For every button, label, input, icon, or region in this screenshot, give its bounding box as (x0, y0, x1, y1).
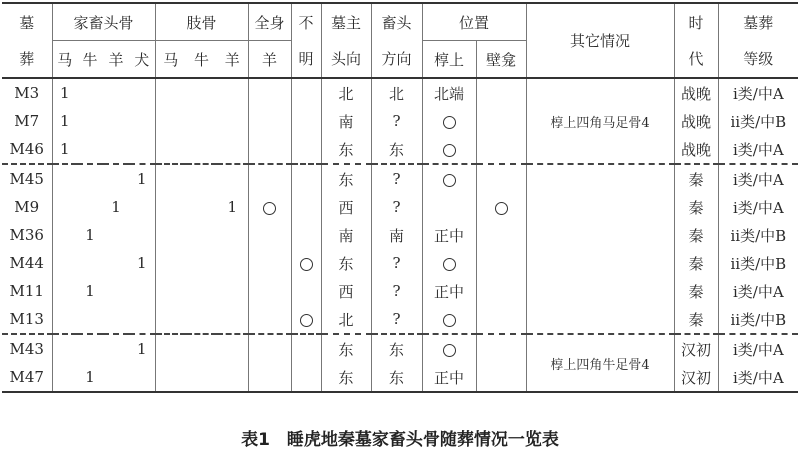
cell-skull-horse (52, 164, 77, 193)
cell-whole-sheep (248, 135, 291, 164)
cell-skull-direction: 东 (371, 363, 422, 392)
row-burial-id: M43 (2, 334, 52, 363)
table-row (2, 221, 798, 249)
cell-skull-horse: 1 (52, 135, 77, 164)
burial-skull-table (2, 2, 798, 393)
cell-skull-sheep (103, 107, 129, 135)
cell-skull-cattle (77, 164, 103, 193)
cell-limb-sheep (217, 305, 248, 334)
cell-skull-horse (52, 334, 77, 363)
header-limb-cattle: 牛 (186, 41, 217, 79)
header-position-niche: 壁龛 (476, 41, 526, 79)
cell-unclear (291, 221, 321, 249)
row-burial-id: M3 (2, 78, 52, 107)
cell-skull-sheep (103, 78, 129, 107)
cell-skull-cattle (77, 193, 103, 221)
cell-limb-horse (155, 363, 186, 392)
cell-skull-sheep (103, 249, 129, 277)
cell-limb-sheep (217, 363, 248, 392)
cell-skull-direction: ? (371, 193, 422, 221)
cell-skull-horse (52, 193, 77, 221)
cell-other-notes: 椁上四角马足骨4 (526, 78, 674, 164)
cell-skull-cattle (77, 334, 103, 363)
cell-limb-sheep (217, 107, 248, 135)
cell-limb-sheep (217, 277, 248, 305)
circle-marker-icon (443, 174, 456, 187)
cell-skull-sheep (103, 221, 129, 249)
cell-skull-dog (129, 221, 155, 249)
row-burial-id: M7 (14, 112, 40, 130)
cell-grade: ⅰ类/中A (718, 135, 798, 164)
circle-marker-icon (300, 258, 313, 271)
cell-era: 战晚 (674, 135, 718, 164)
cell-position-niche (476, 78, 526, 107)
cell-era: 汉初 (674, 363, 718, 392)
cell-skull-sheep (103, 363, 129, 392)
cell-whole-sheep (248, 277, 291, 305)
cell-limb-sheep (217, 164, 248, 193)
table-row (2, 363, 798, 392)
cell-skull-cattle: 1 (85, 282, 95, 300)
header-limb-group: 肢骨 (155, 3, 248, 41)
header-other: 其它情况 (526, 3, 674, 78)
cell-skull-sheep (103, 305, 129, 334)
cell-limb-cattle (186, 334, 217, 363)
header-owner-head-bottom: 头向 (321, 41, 371, 79)
row-burial-id: M46 (9, 140, 44, 158)
cell-limb-cattle (186, 249, 217, 277)
cell-skull-direction: ? (371, 107, 422, 135)
row-burial-id: M13 (9, 310, 44, 328)
cell-skull-dog (129, 107, 155, 135)
header-animal-horse: 马 (52, 41, 77, 79)
cell-era: 秦 (674, 305, 718, 334)
cell-limb-horse (155, 221, 186, 249)
row-burial-id: M9 (14, 198, 40, 216)
cell-limb-horse (155, 277, 186, 305)
row-burial-id: M47 (2, 363, 52, 392)
cell-skull-direction: 东 (371, 334, 422, 363)
cell-whole-sheep (248, 305, 291, 334)
cell-grade: ⅰ类/中A (718, 277, 798, 305)
cell-skull-dog (129, 78, 155, 107)
header-whole-group: 全身 (248, 3, 291, 41)
cell-skull-direction: ? (371, 277, 422, 305)
header-row-2 (2, 41, 798, 79)
cell-skull-dog (129, 305, 155, 334)
cell-unclear (291, 107, 321, 135)
cell-position-coffin-top: 正中 (422, 363, 476, 392)
cell-skull-horse (52, 305, 77, 334)
table-row (2, 164, 798, 193)
cell-limb-cattle (186, 135, 217, 164)
cell-limb-sheep: 1 (227, 198, 238, 216)
header-grade-top: 墓葬 (718, 3, 798, 41)
cell-skull-dog (129, 363, 155, 392)
cell-whole-sheep (248, 164, 291, 193)
cell-skull-cattle (77, 78, 103, 107)
cell-position-coffin-top (422, 334, 476, 363)
header-grade-bottom: 等级 (718, 41, 798, 79)
cell-position-niche (476, 363, 526, 392)
circle-marker-icon (443, 344, 456, 357)
header-animal-skull-group: 家畜头骨 (52, 3, 155, 41)
cell-grade: ⅰ类/中A (718, 363, 798, 392)
cell-skull-horse (52, 221, 77, 249)
header-skull-dir-top: 畜头 (371, 3, 422, 41)
cell-grade: ⅱ类/中B (718, 249, 798, 277)
table-row (2, 193, 798, 221)
cell-limb-cattle (186, 193, 217, 221)
cell-owner-head-direction: 南 (321, 107, 371, 135)
circle-marker-icon (443, 116, 456, 129)
cell-limb-horse (155, 164, 186, 193)
cell-position-coffin-top (422, 164, 476, 193)
cell-position-niche (476, 107, 526, 135)
cell-position-coffin-top: 正中 (422, 277, 476, 305)
cell-limb-cattle (186, 363, 217, 392)
cell-skull-horse (52, 249, 77, 277)
row-burial-id: M45 (2, 164, 52, 193)
header-owner-head-top: 墓主 (321, 3, 371, 41)
cell-other-notes (526, 221, 674, 249)
cell-other-notes (526, 249, 674, 277)
cell-owner-head-direction: 西 (321, 193, 371, 221)
cell-limb-sheep (217, 221, 248, 249)
cell-unclear (291, 78, 321, 107)
table-row (2, 249, 798, 277)
cell-limb-sheep (217, 249, 248, 277)
cell-skull-horse (52, 277, 77, 305)
cell-position-coffin-top: 正中 (422, 221, 476, 249)
cell-position-niche (476, 334, 526, 363)
cell-whole-sheep (248, 107, 291, 135)
cell-skull-cattle (77, 107, 103, 135)
cell-position-niche (476, 135, 526, 164)
cell-skull-dog (129, 135, 155, 164)
header-limb-horse: 马 (155, 41, 186, 79)
cell-unclear (291, 193, 321, 221)
cell-position-niche (476, 193, 526, 221)
cell-unclear (291, 277, 321, 305)
row-burial-id: M36 (9, 226, 44, 244)
cell-grade: ⅱ类/中B (718, 305, 798, 334)
cell-skull-direction: 东 (371, 135, 422, 164)
cell-skull-horse: 1 (52, 107, 77, 135)
cell-position-coffin-top (422, 135, 476, 164)
header-burial-top: 墓 (2, 3, 52, 41)
cell-era: 汉初 (674, 334, 718, 363)
cell-era: 秦 (674, 249, 718, 277)
row-burial-id: M11 (9, 282, 44, 300)
circle-marker-icon (443, 144, 456, 157)
table-row (2, 305, 798, 334)
cell-grade: ⅰ类/中A (718, 193, 798, 221)
cell-limb-sheep (217, 334, 248, 363)
cell-era: 秦 (674, 277, 718, 305)
cell-skull-direction: 南 (371, 221, 422, 249)
table-row (2, 107, 798, 135)
cell-owner-head-direction: 东 (321, 363, 371, 392)
cell-skull-direction: 北 (371, 78, 422, 107)
cell-limb-cattle (186, 305, 217, 334)
cell-position-niche (476, 221, 526, 249)
cell-position-coffin-top: 北端 (422, 78, 476, 107)
cell-limb-sheep (217, 78, 248, 107)
header-animal-dog: 犬 (129, 41, 155, 79)
cell-era: 战晚 (674, 107, 718, 135)
cell-owner-head-direction: 东 (321, 135, 371, 164)
cell-limb-horse (155, 249, 186, 277)
cell-other-notes (526, 193, 674, 221)
table-row (2, 135, 798, 164)
cell-limb-horse (155, 78, 186, 107)
cell-whole-sheep (248, 249, 291, 277)
cell-skull-sheep (103, 334, 129, 363)
cell-whole-sheep (248, 193, 291, 221)
table-row (2, 277, 798, 305)
cell-limb-horse (155, 193, 186, 221)
cell-position-coffin-top (422, 107, 476, 135)
header-era-top: 时 (674, 3, 718, 41)
cell-limb-cattle (186, 277, 217, 305)
table-row (2, 78, 798, 107)
cell-limb-cattle (186, 107, 217, 135)
cell-other-notes (526, 164, 674, 193)
table-row (2, 334, 798, 363)
cell-position-coffin-top (422, 249, 476, 277)
row-burial-id: M44 (9, 254, 44, 272)
cell-whole-sheep (248, 334, 291, 363)
cell-unclear (291, 135, 321, 164)
cell-skull-dog: 1 (129, 164, 155, 193)
cell-skull-cattle (77, 305, 103, 334)
cell-whole-sheep (248, 78, 291, 107)
cell-whole-sheep (248, 221, 291, 249)
circle-marker-icon (300, 314, 313, 327)
cell-era: 秦 (674, 193, 718, 221)
cell-position-coffin-top (422, 193, 476, 221)
cell-grade: ⅱ类/中B (718, 221, 798, 249)
cell-skull-sheep: 1 (111, 198, 121, 216)
cell-grade: ⅰ类/中A (718, 78, 798, 107)
cell-skull-sheep (103, 277, 129, 305)
cell-skull-cattle: 1 (77, 363, 103, 392)
cell-skull-sheep (103, 164, 129, 193)
cell-limb-cattle (186, 78, 217, 107)
cell-owner-head-direction: 南 (321, 221, 371, 249)
cell-unclear (291, 249, 321, 277)
cell-skull-horse: 1 (52, 78, 77, 107)
header-unclear-bottom: 明 (291, 41, 321, 79)
cell-skull-dog: 1 (129, 334, 155, 363)
header-animal-cattle: 牛 (77, 41, 103, 79)
cell-grade: ⅰ类/中A (718, 164, 798, 193)
header-position-coffin-top: 椁上 (422, 41, 476, 79)
cell-position-niche (476, 277, 526, 305)
cell-era: 战晚 (674, 78, 718, 107)
cell-limb-horse (155, 135, 186, 164)
cell-limb-cattle (186, 221, 217, 249)
cell-skull-cattle (77, 249, 103, 277)
header-position-group: 位置 (422, 3, 526, 41)
cell-skull-dog (129, 193, 155, 221)
cell-skull-dog: 1 (136, 254, 147, 272)
cell-skull-cattle (77, 135, 103, 164)
header-skull-dir-bottom: 方向 (371, 41, 422, 79)
header-burial-bottom: 葬 (2, 41, 52, 79)
circle-marker-icon (443, 314, 456, 327)
cell-unclear (291, 305, 321, 334)
cell-owner-head-direction: 东 (321, 334, 371, 363)
cell-owner-head-direction: 北 (321, 78, 371, 107)
cell-grade: ⅱ类/中B (718, 107, 798, 135)
cell-era: 秦 (674, 221, 718, 249)
cell-skull-direction: ? (371, 164, 422, 193)
cell-position-coffin-top (422, 305, 476, 334)
cell-other-notes (526, 305, 674, 334)
header-limb-sheep: 羊 (217, 41, 248, 79)
table-caption: 表1 睡虎地秦墓家畜头骨随葬情况一览表 (241, 430, 559, 450)
header-era-bottom: 代 (674, 41, 718, 79)
cell-owner-head-direction: 东 (321, 164, 371, 193)
cell-owner-head-direction: 北 (321, 305, 371, 334)
header-whole-sheep: 羊 (248, 41, 291, 79)
cell-position-niche (476, 249, 526, 277)
cell-other-notes: 椁上四角牛足骨4 (526, 334, 674, 392)
cell-position-niche (476, 164, 526, 193)
cell-whole-sheep (248, 363, 291, 392)
cell-limb-cattle (186, 164, 217, 193)
cell-limb-horse (155, 334, 186, 363)
cell-skull-horse (52, 363, 77, 392)
cell-unclear (291, 334, 321, 363)
cell-position-niche (476, 305, 526, 334)
cell-skull-cattle: 1 (85, 226, 95, 244)
header-animal-sheep: 羊 (103, 41, 129, 79)
cell-skull-dog (129, 277, 155, 305)
cell-owner-head-direction: 西 (321, 277, 371, 305)
cell-era: 秦 (674, 164, 718, 193)
cell-limb-horse (155, 107, 186, 135)
circle-marker-icon (495, 202, 508, 215)
cell-unclear (291, 164, 321, 193)
cell-unclear (291, 363, 321, 392)
circle-marker-icon (263, 202, 276, 215)
cell-skull-direction: ? (371, 249, 422, 277)
header-row-1 (2, 3, 798, 41)
cell-other-notes (526, 277, 674, 305)
cell-limb-horse (155, 305, 186, 334)
cell-skull-sheep (103, 135, 129, 164)
header-unclear-top: 不 (291, 3, 321, 41)
cell-skull-direction: ? (371, 305, 422, 334)
cell-limb-sheep (217, 135, 248, 164)
circle-marker-icon (443, 258, 456, 271)
cell-owner-head-direction: 东 (321, 249, 371, 277)
cell-grade: ⅰ类/中A (718, 334, 798, 363)
